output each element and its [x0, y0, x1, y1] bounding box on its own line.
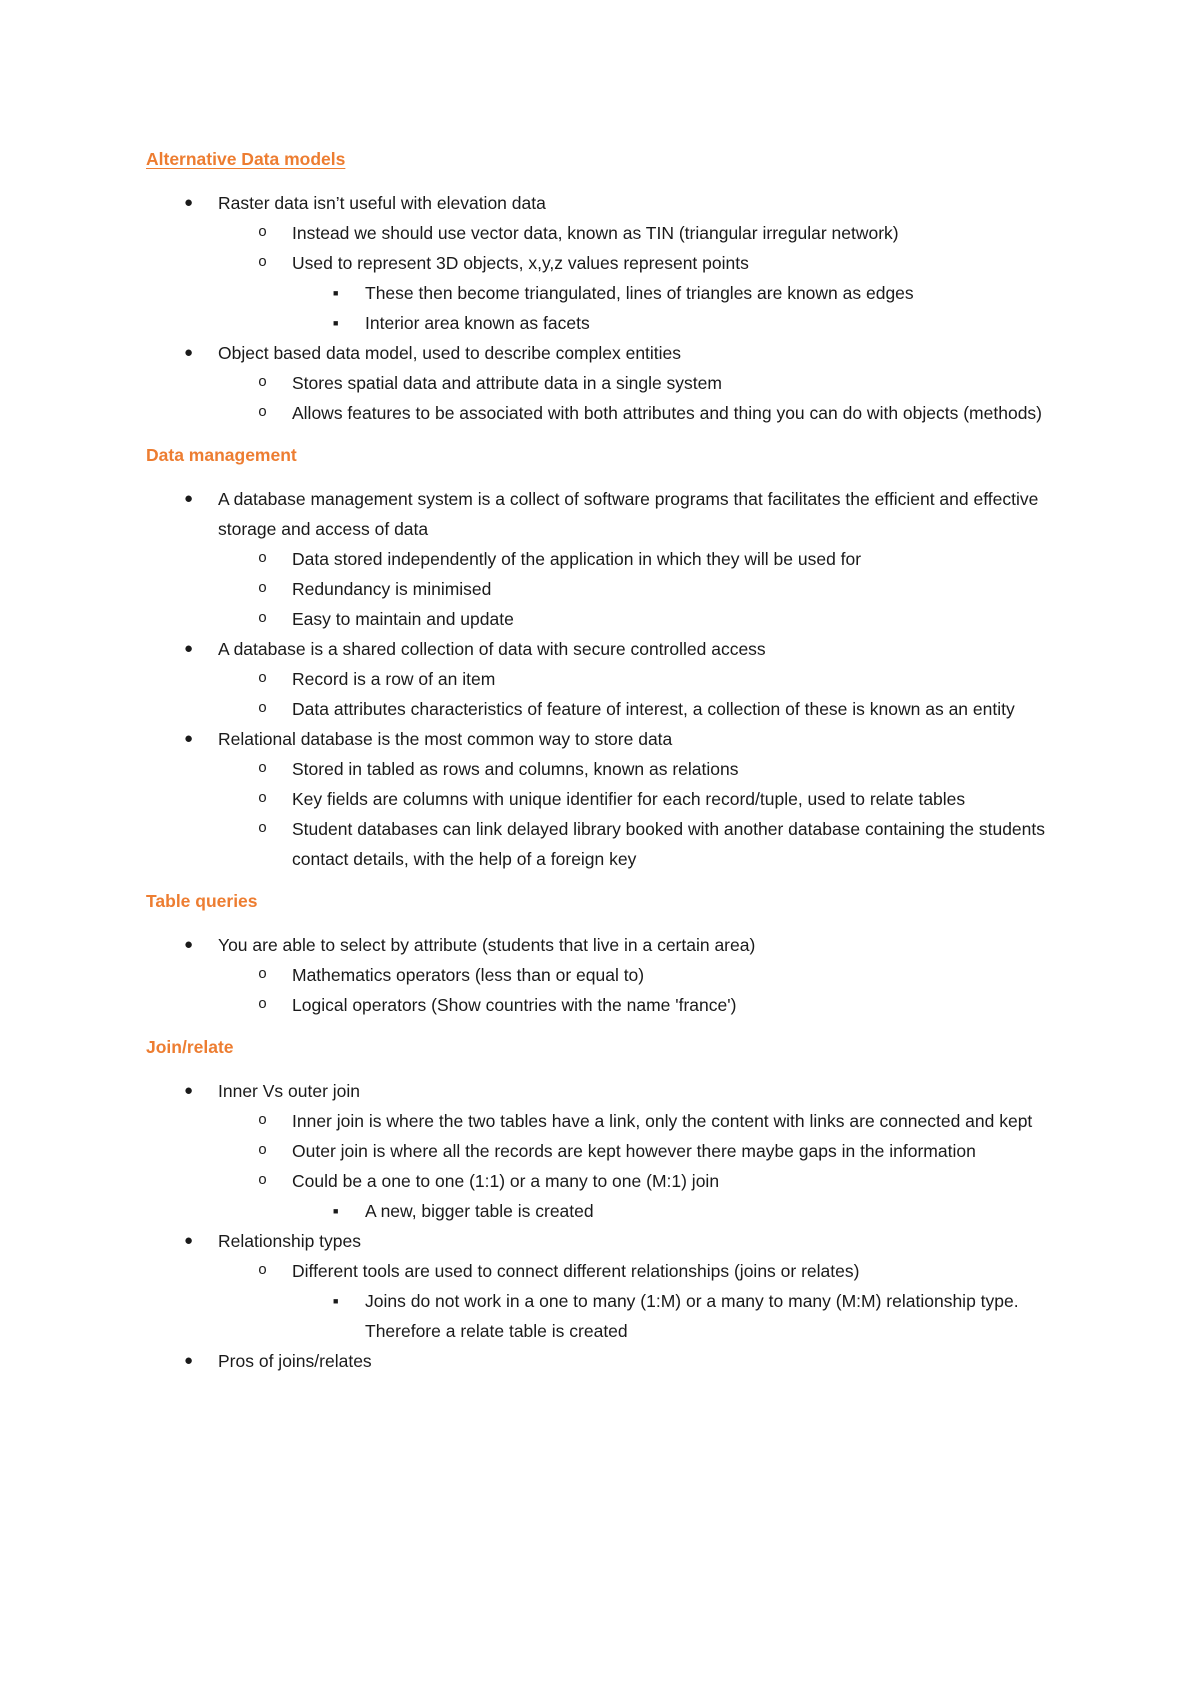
bullet-marker-icon: o — [258, 550, 268, 567]
list-item-level-1 — [146, 724, 1066, 754]
list-item-text: Allows features to be associated with both attributes and thing you can do with objects (methods) — [292, 403, 1043, 423]
list-item-text: Used to represent 3D objects, x,y,z values represent points — [292, 253, 749, 273]
list-item-level-1 — [146, 1076, 1066, 1106]
list-item-text: Logical operators (Show countries with the name 'france') — [292, 995, 737, 1015]
list-item-level-3 — [146, 308, 1066, 338]
bullet-list — [146, 188, 1066, 428]
bullet-marker-icon: ■ — [333, 318, 339, 328]
list-item-level-2 — [146, 664, 1066, 694]
list-item-text: These then become triangulated, lines of triangles are known as edges — [365, 283, 914, 303]
bullet-marker-icon: ● — [184, 194, 194, 211]
list-item-level-2 — [146, 248, 1066, 278]
list-item-text: You are able to select by attribute (students that live in a certain area) — [218, 935, 756, 955]
list-item-level-1 — [146, 634, 1066, 664]
list-item-text: Pros of joins/relates — [218, 1351, 372, 1371]
bullet-marker-icon: o — [258, 610, 268, 627]
bullet-marker-icon: o — [258, 404, 268, 421]
bullet-marker-icon: ● — [184, 344, 194, 361]
bullet-marker-icon: o — [258, 1262, 268, 1279]
list-item-level-2 — [146, 544, 1066, 574]
list-item-text: Data stored independently of the application in which they will be used for — [292, 549, 862, 569]
bullet-marker-icon: ● — [184, 936, 194, 953]
list-item-level-1 — [146, 1226, 1066, 1256]
list-item-text: Outer join is where all the records are kept however there maybe gaps in the information — [292, 1141, 976, 1161]
list-item-text: Relational database is the most common way to store data — [218, 729, 673, 749]
bullet-marker-icon: o — [258, 254, 268, 271]
list-item-level-2 — [146, 960, 1066, 990]
document-body — [146, 146, 1066, 1380]
list-item-text: Inner join is where the two tables have a link, only the content with links are connected and kept — [292, 1111, 1033, 1131]
list-item-level-2 — [146, 368, 1066, 398]
bullet-list — [146, 484, 1066, 874]
list-item-text: A database is a shared collection of data with secure controlled access — [218, 639, 766, 659]
list-item-text: A new, bigger table is created — [365, 1201, 594, 1221]
list-item-level-2 — [146, 1166, 1066, 1196]
list-item-text: Student databases can link delayed library booked with another database containing the students contact details, with the help of a foreign key — [292, 819, 1046, 869]
list-item-level-2 — [146, 1106, 1066, 1136]
list-item-text: A database management system is a collect of software programs that facilitates the efficient and effective storage and access of data — [218, 489, 1039, 539]
list-item-level-2 — [146, 1136, 1066, 1166]
list-item-text: Joins do not work in a one to many (1:M) or a many to many (M:M) relationship type. Therefore a relate table is created — [365, 1291, 1019, 1341]
list-item-text: Interior area known as facets — [365, 313, 590, 333]
list-item-text: Stored in tabled as rows and columns, known as relations — [292, 759, 739, 779]
list-item-level-3 — [146, 1196, 1066, 1226]
bullet-marker-icon: ● — [184, 1232, 194, 1249]
list-item-level-2 — [146, 754, 1066, 784]
bullet-marker-icon: ● — [184, 490, 194, 507]
bullet-marker-icon: ■ — [333, 288, 339, 298]
bullet-marker-icon: ● — [184, 1082, 194, 1099]
bullet-marker-icon: o — [258, 1172, 268, 1189]
bullet-marker-icon: o — [258, 966, 268, 983]
bullet-list — [146, 930, 1066, 1020]
list-item-level-2 — [146, 990, 1066, 1020]
bullet-marker-icon: o — [258, 700, 268, 717]
list-item-level-1 — [146, 484, 1066, 544]
bullet-marker-icon: o — [258, 820, 268, 837]
bullet-marker-icon: ● — [184, 640, 194, 657]
bullet-marker-icon: o — [258, 224, 268, 241]
list-item-level-1 — [146, 1346, 1066, 1376]
bullet-marker-icon: o — [258, 670, 268, 687]
list-item-level-3 — [146, 278, 1066, 308]
section-heading-alternative-data-models: Alternative Data models — [146, 149, 346, 169]
list-item-text: Mathematics operators (less than or equal to) — [292, 965, 645, 985]
list-item-text: Key fields are columns with unique identifier for each record/tuple, used to relate tables — [292, 789, 966, 809]
list-item-level-2 — [146, 814, 1066, 874]
bullet-marker-icon: o — [258, 1142, 268, 1159]
bullet-marker-icon: ● — [184, 730, 194, 747]
list-item-text: Inner Vs outer join — [218, 1081, 361, 1101]
list-item-text: Data attributes characteristics of feature of interest, a collection of these is known as an entity — [292, 699, 1015, 719]
bullet-list — [146, 1076, 1066, 1376]
list-item-text: Instead we should use vector data, known as TIN (triangular irregular network) — [292, 223, 899, 243]
section-heading-data-management: Data management — [146, 445, 297, 465]
section-heading-table-queries: Table queries — [146, 891, 258, 911]
list-item-text: Raster data isn’t useful with elevation data — [218, 193, 546, 213]
list-item-level-3 — [146, 1286, 1066, 1346]
list-item-text: Different tools are used to connect different relationships (joins or relates) — [292, 1261, 860, 1281]
bullet-marker-icon: o — [258, 996, 268, 1013]
list-item-level-2 — [146, 398, 1066, 428]
list-item-level-2 — [146, 784, 1066, 814]
list-item-text: Could be a one to one (1:1) or a many to one (M:1) join — [292, 1171, 720, 1191]
bullet-marker-icon: o — [258, 580, 268, 597]
list-item-level-1 — [146, 930, 1066, 960]
list-item-level-2 — [146, 1256, 1066, 1286]
list-item-text: Redundancy is minimised — [292, 579, 492, 599]
list-item-level-2 — [146, 604, 1066, 634]
bullet-marker-icon: o — [258, 1112, 268, 1129]
list-item-text: Relationship types — [218, 1231, 361, 1251]
bullet-marker-icon: o — [258, 374, 268, 391]
bullet-marker-icon: ■ — [333, 1296, 339, 1306]
list-item-level-2 — [146, 218, 1066, 248]
list-item-level-2 — [146, 574, 1066, 604]
list-item-text: Object based data model, used to describe complex entities — [218, 343, 682, 363]
bullet-marker-icon: ● — [184, 1352, 194, 1369]
bullet-marker-icon: o — [258, 790, 268, 807]
list-item-level-2 — [146, 694, 1066, 724]
bullet-marker-icon: ■ — [333, 1206, 339, 1216]
list-item-level-1 — [146, 338, 1066, 368]
list-item-text: Record is a row of an item — [292, 669, 496, 689]
list-item-text: Easy to maintain and update — [292, 609, 514, 629]
bullet-marker-icon: o — [258, 760, 268, 777]
list-item-text: Stores spatial data and attribute data in a single system — [292, 373, 722, 393]
list-item-level-1 — [146, 188, 1066, 218]
section-heading-join-relate: Join/relate — [146, 1037, 234, 1057]
